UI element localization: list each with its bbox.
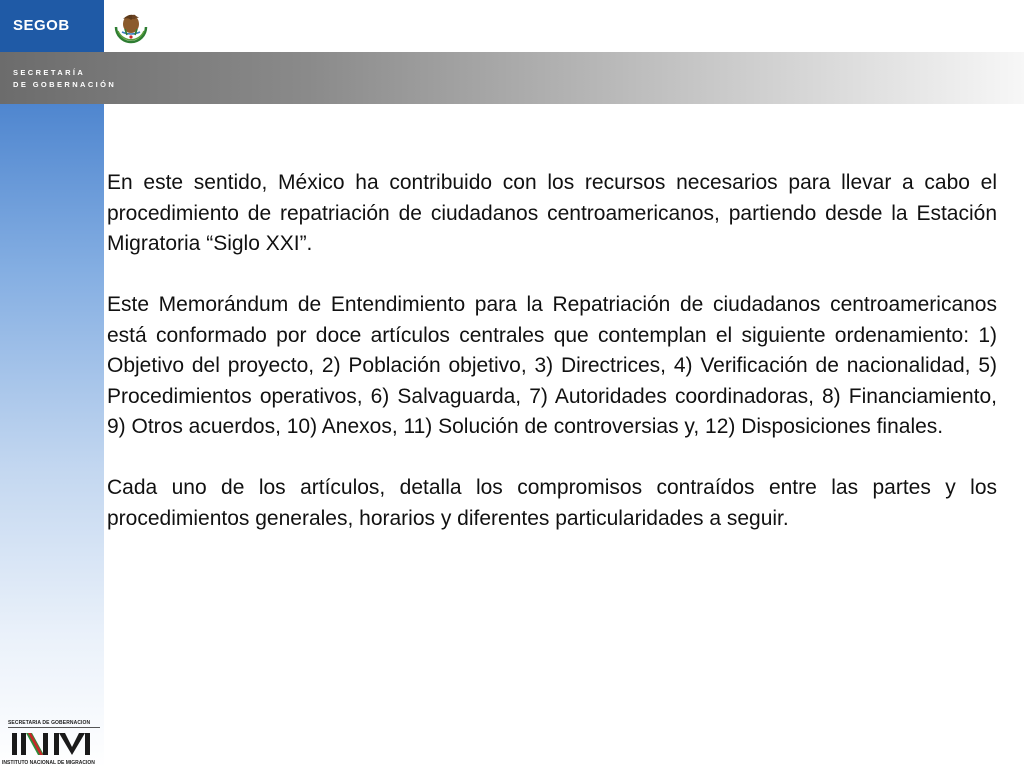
segob-brand: SEGOB bbox=[0, 0, 104, 52]
slide-body bbox=[107, 168, 997, 565]
secretaria-line-1: SECRETARÍA bbox=[13, 68, 86, 77]
secretaria-line-2: DE GOBERNACIÓN bbox=[13, 80, 117, 89]
header-bar bbox=[0, 52, 1024, 104]
header-top-band bbox=[0, 0, 1024, 52]
inm-caption-bottom: INSTITUTO NACIONAL DE MIGRACION bbox=[2, 760, 95, 766]
paragraph-3: Cada uno de los artículos, detalla los compromisos contraídos entre las partes y los procedimientos generales, horarios y diferentes particularidades a seguir. bbox=[107, 476, 997, 530]
paragraph-1: En este sentido, México ha contribuido con los recursos necesarios para llevar a cabo el procedimiento de repatriación de ciudadanos centroamericanos, partiendo desde la Estación Migratoria “Siglo XXI”. bbox=[107, 171, 997, 255]
sidebar-gradient bbox=[0, 104, 104, 768]
inm-divider bbox=[8, 727, 100, 728]
inm-logo-icon bbox=[10, 731, 100, 757]
mexico-coat-of-arms-icon bbox=[110, 5, 152, 47]
paragraph-2: Este Memorándum de Entendimiento para la Repatriación de ciudadanos centroamericanos está conformado por doce artículos centrales que contemplan el siguiente ordenamiento: 1) Objetivo del proyecto, 2) Población objetivo, 3) Directrices, 4) Verificación de nacionalidad, 5) Procedimientos operativos, 6) Salvaguarda, 7) Autoridades coordinadoras, 8) Financiamiento, 9) Otros acuerdos, 10) Anexos, 11) Solución de controversias y, 12) Disposiciones finales. bbox=[107, 293, 997, 438]
inm-caption-top: SECRETARIA DE GOBERNACION bbox=[8, 720, 91, 726]
